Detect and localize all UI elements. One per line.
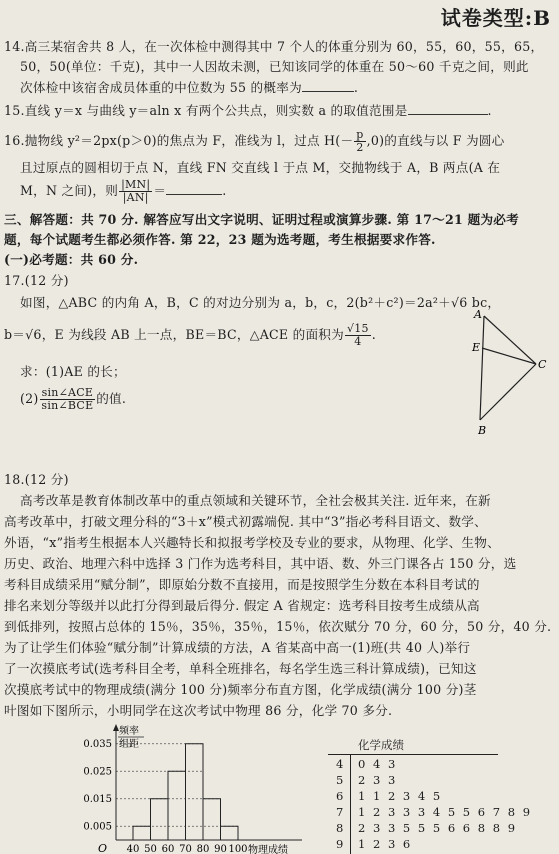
vertex-B-label: B (478, 424, 487, 437)
y-tick-label: 0.005 (83, 821, 112, 833)
histogram-grid (116, 744, 238, 827)
stem-9: 9 (336, 837, 346, 851)
vertex-C-label: C (538, 358, 547, 371)
x-tick-label: 70 (179, 844, 192, 854)
x-tick-label: 60 (161, 844, 175, 854)
q17-area-den: 4 (354, 335, 362, 348)
q14-line3-text: 次体检中该宿舍成员体重的中位数为 55 的概率为 (20, 80, 302, 95)
leaves-6: 1 1 2 3 4 5 (358, 789, 443, 803)
y-axis-label-bottom: 组距 (119, 739, 139, 750)
q16-point-open: (－ (335, 133, 354, 148)
stem-leaf-divider (350, 754, 351, 854)
q16-line3 (20, 176, 553, 206)
q16-p-over-2 (354, 129, 365, 154)
q18-line-6: 到低排列，按照占总体的 15％，35％，35％，15％，依次赋分 70 分，60 分，50 分，40 分. (4, 619, 552, 634)
q16-line1 (4, 126, 553, 156)
q15-answer-blank (408, 101, 488, 115)
q16-line1a: 16.抛物线 y²＝2px(p＞0)的焦点为 F，准线为 l，过点 H (4, 133, 336, 148)
leaves-4: 0 4 3 (358, 757, 398, 771)
point-E-label: E (472, 341, 481, 354)
q18-line-1: 高考改革中，打破文理分科的“3＋x”模式初露端倪. 其中“3”指必考科目语文、数学、 (4, 514, 487, 529)
vertex-A-label: A (474, 308, 482, 321)
q16-line1b: 的直线与以 F 为圆心 (384, 133, 505, 148)
q14-line3 (20, 78, 553, 96)
q18-line-9: 次摸底考试中的物理成绩(满分 100 分)频率分布直方图，化学成绩(满分 100 分)茎 (4, 682, 477, 697)
x-tick-label: 90 (214, 844, 227, 854)
q17-ask2-post: 的值. (96, 391, 127, 406)
side-AB (480, 316, 484, 420)
q16-answer-blank (166, 181, 222, 195)
y-tick-label: 0.035 (83, 738, 112, 750)
histogram-bar (133, 826, 151, 840)
section3-line1: 三、解答题：共 70 分. 解答应写出文字说明、证明过程或演算步骤. 第 17～21 题为必考 (4, 212, 519, 227)
stem-6: 6 (336, 789, 346, 803)
stem-5: 5 (336, 773, 346, 787)
q18-line-8: 了一次摸底考试(选考科目全考，单科全班排名，每名学生选三科计算成绩)，已知这 (4, 661, 477, 676)
q16-ratio-num: |MN| (121, 178, 151, 191)
histogram-bar (221, 826, 239, 840)
paper-type-header: 试卷类型:B (440, 6, 551, 30)
histogram-bar (203, 799, 221, 840)
q18-line-7: 为了让学生们体验“赋分制”计算成绩的方法，A 省某高中高一(1)班(共 40 人)举行 (4, 640, 471, 655)
q18-line-2: 外语，“x”指考生根据本人兴趣特长和拟报考学校及专业的要求，从物理、化学、生物、 (4, 535, 500, 550)
q16-line2: 且过原点的圆相切于点 N，直线 FN 交直线 l 于点 M，交抛物线于 A，B 两点(A 在 (20, 160, 501, 175)
q17-area-num: √15 (347, 322, 369, 335)
q16-ratio (119, 179, 152, 204)
q16-line3a: M，N 之间)，则 (20, 183, 119, 198)
q18-head: 18.(12 分) (4, 472, 69, 487)
leaves-5: 2 3 3 (358, 773, 398, 787)
side-BC (480, 364, 536, 420)
y-axis-label-top: 频率 (119, 726, 139, 737)
q17-line1: 如图，△ABC 的内角 A，B，C 的对边分别为 a，b，c，2(b²＋c²)＝2a²＋√6 bc， (20, 295, 501, 310)
q16-frac-den: 2 (356, 141, 364, 154)
q18-line-0: 高考改革是教育体制改革中的重点领域和关键环节，全社会极其关注. 近年来，在新 (20, 493, 491, 508)
q16-frac-num: p (356, 128, 364, 141)
q17-ask2-pre: (2) (20, 391, 39, 406)
q14-answer-blank (302, 78, 354, 92)
q17-ask1: 求：(1)AE 的长； (20, 364, 126, 379)
q18-line-10: 叶图如下图所示，小明同学在这次考试中物理 86 分，化学 70 多分. (4, 703, 393, 718)
q17-ask2-num: sin∠ACE (41, 386, 94, 399)
q14-end: . (353, 80, 359, 95)
x-tick-label: 100 (228, 844, 248, 854)
section3-line3: (一)必考题：共 60 分. (4, 252, 139, 267)
triangle-figure (468, 308, 553, 438)
physics-histogram (60, 722, 310, 854)
q14-line2: 50，50(单位：千克)，其中一人因故未测，已知该同学的体重在 50～60 千克之间，则此 (20, 59, 529, 74)
q14-line1: 14.高三某宿舍共 8 人，在一次体检中测得其中 7 个人的体重分别为 60，55，60，55，65， (4, 39, 544, 54)
q17-ask2-ratio (40, 387, 96, 412)
stem-8: 8 (336, 821, 346, 835)
leaves-7: 1 2 3 3 3 4 5 5 6 7 8 9 (358, 805, 533, 819)
stem-leaf-title: 化学成绩 (358, 738, 404, 752)
x-tick-label: 50 (144, 844, 157, 854)
q17-line2b: . (371, 327, 377, 342)
q17-head: 17.(12 分) (4, 273, 69, 288)
section3-line2: 题，每个试题考生都必须作答. 第 22，23 题为选考题，考生根据要求作答. (4, 232, 436, 247)
histogram-bar (186, 744, 204, 840)
q15-text: 15.直线 y＝x 与曲线 y＝aln x 有两个公共点，则实数 a 的取值范围是 (4, 103, 408, 118)
y-tick-label: 0.025 (83, 766, 112, 778)
histogram-bar (168, 771, 186, 840)
q17-area-frac (345, 323, 371, 348)
q16-ratio-den: |AN| (122, 191, 149, 204)
q17-ask2-den: sin∠BCE (41, 399, 94, 412)
q18-line-3: 历史、政治、地理六科中选择 3 门作为选考科目，其中语、数、外三门课各占 150 分，选 (4, 556, 517, 571)
q17-line2a: b＝√6，E 为线段 AB 上一点，BE＝BC，△ACE 的面积为 (4, 327, 344, 342)
x-axis-label: 物理成绩 (248, 845, 288, 854)
x-tick-label: 80 (196, 844, 210, 854)
q18-line-4: 考科目成绩采用“赋分制”，即原始分数不直接用，而是按照学生分数在本科目考试的 (4, 577, 480, 592)
y-tick-label: 0.015 (83, 793, 112, 805)
stem-leaf-top-rule (328, 754, 498, 755)
q15-line (4, 101, 553, 119)
q15-end: . (487, 103, 492, 118)
leaves-8: 2 3 3 5 5 5 6 6 8 8 9 (358, 821, 518, 835)
histogram-bar (151, 799, 169, 840)
histogram-bars (133, 744, 238, 840)
stem-7: 7 (336, 805, 346, 819)
q16-point-close: ,0) (366, 133, 385, 148)
q18-line-5: 排名来划分等级并以此打分得到最后得分. 假定 A 省规定：选考科目按考生成绩从高 (4, 598, 480, 613)
origin-label: O (98, 842, 108, 854)
q16-end: . (222, 183, 227, 198)
leaves-9: 1 2 3 6 (358, 837, 413, 851)
stem-4: 4 (336, 757, 346, 771)
q16-line3b: ＝ (153, 183, 167, 198)
x-tick-label: 40 (126, 844, 140, 854)
